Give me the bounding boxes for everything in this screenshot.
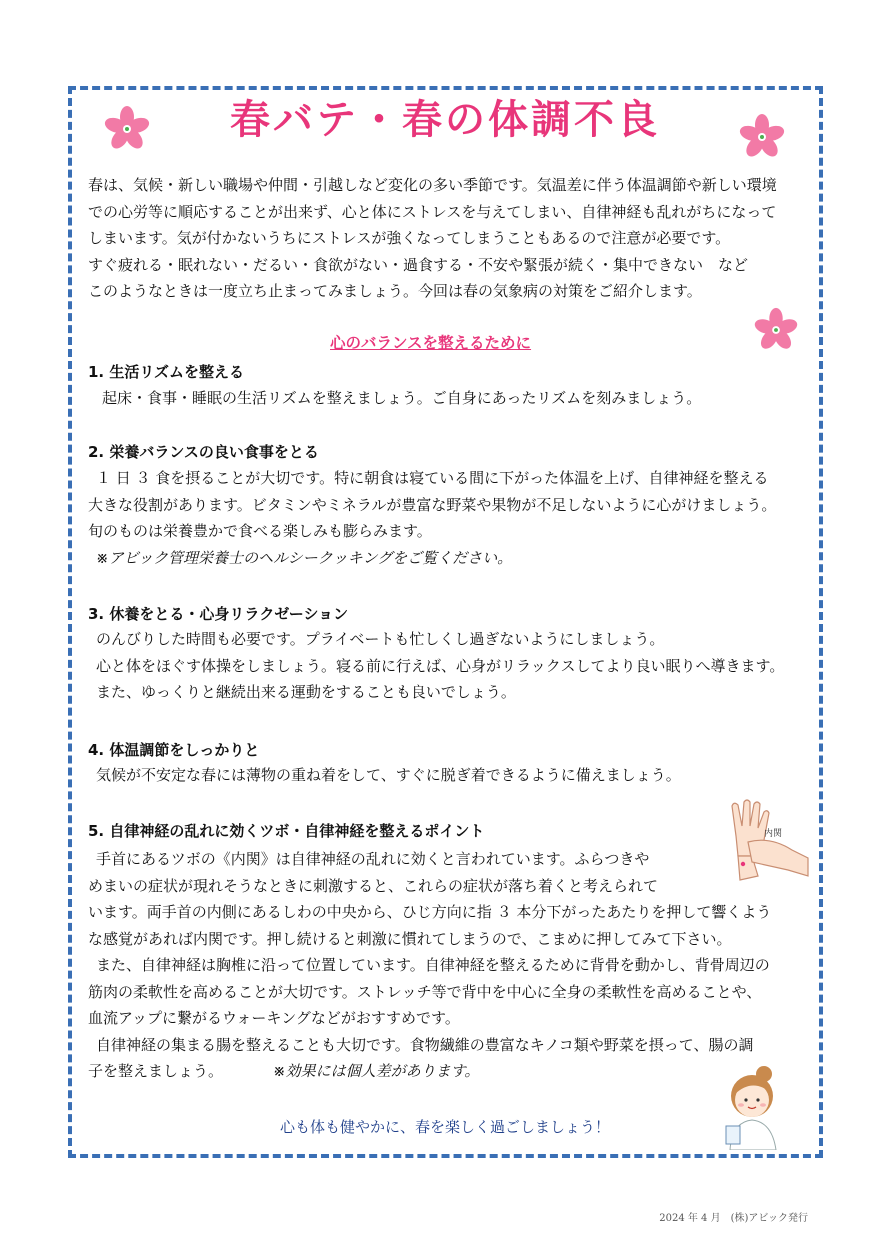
- intro-line: しまいます。気が付かないうちにストレスが強くなってしまうこともあるので注意が必要です。: [88, 229, 731, 247]
- body-line: 起床・食事・睡眠の生活リズムを整えましょう。ご自身にあったリズムを刻みましょう。: [102, 389, 702, 407]
- section-3-heading: 3. 休養をとる・心身リラクゼーション: [88, 605, 349, 623]
- body-line: 子を整えましょう。 ※効果には個人差があります。: [88, 1062, 480, 1080]
- intro-line: このようなときは一度立ち止まってみましょう。今回は春の気象病の対策をご紹介します。: [88, 282, 702, 300]
- section-2-body: [88, 465, 818, 571]
- body-line: 血流アップに繋がるウォーキングなどがおすすめです。: [88, 1009, 460, 1027]
- section-4-body: [88, 762, 818, 789]
- body-line: また、ゆっくりと継続出来る運動をすることも良いでしょう。: [96, 683, 516, 701]
- section-3-body: [88, 626, 818, 706]
- body-line: います。両手首の内側にあるしわの中央から、ひじ方向に指 ３ 本分下がったあたりを押して響くよう: [88, 903, 772, 921]
- section-5-body: [88, 846, 818, 1085]
- intro-paragraph: [88, 172, 818, 305]
- body-line: 気候が不安定な春には薄物の重ね着をして、すぐに脱ぎ着できるように備えましょう。: [96, 766, 681, 784]
- body-line: のんびりした時間も必要です。プライベートも忙しくし過ぎないようにしましょう。: [96, 630, 665, 648]
- body-line: 心と体をほぐす体操をしましょう。寝る前に行えば、心身がリラックスしてより良い眠りへ導きます。: [96, 656, 785, 675]
- body-line: 筋肉の柔軟性を高めることが大切です。ストレッチ等で背中を中心に全身の柔軟性を高めることや、: [88, 982, 762, 1001]
- body-line: また、自律神経は胸椎に沿って位置しています。自律神経を整えるために背骨を動かし、背骨周辺の: [96, 956, 770, 974]
- closing-message: 心も体も健やかに、春を楽しく過ごしましょう！: [279, 1118, 610, 1136]
- section-2-heading: 2. 栄養バランスの良い食事をとる: [88, 443, 319, 461]
- intro-line: での心労等に順応することが出来ず、心と体にストレスを与えてしまい、自律神経も乱れがちになって: [88, 202, 777, 221]
- section-subtitle: 心のバランスを整えるために: [330, 334, 532, 352]
- body-line: めまいの症状が現れそうなときに刺激すると、これらの症状が落ち着くと考えられて: [88, 876, 659, 895]
- intro-line: 春は、気候・新しい職場や仲間・引越しなど変化の多い季節です。気温差に伴う体温調節や新しい環境: [88, 176, 777, 194]
- body-line: １ 日 ３ 食を摂ることが大切です。特に朝食は寝ている間に下がった体温を上げ、自律神経を整える: [96, 469, 769, 487]
- cherry-blossom-icon: [752, 306, 800, 354]
- wrist-acupoint-illustration: [718, 796, 810, 888]
- note-text: ※アビック管理栄養士のヘルシークッキングをご覧ください。: [96, 548, 513, 567]
- page-title: 春バテ・春の体調不良: [230, 97, 660, 143]
- body-line: 自律神経の集まる腸を整えることも大切です。食物繊維の豊富なキノコ類や野菜を摂って、腸の調: [96, 1035, 754, 1054]
- body-line: 大きな役割があります。ビタミンやミネラルが豊富な野菜や果物が不足しないように心がけましょう。: [88, 495, 777, 514]
- nurse-illustration: [718, 1064, 790, 1150]
- section-4-heading: 4. 体温調節をしっかりと: [88, 741, 260, 759]
- body-line: な感覚があれば内関です。押し続けると刺激に慣れてしまうので、こまめに押してみて下さい。: [88, 929, 732, 948]
- body-line: 旬のものは栄養豊かで食べる楽しみも膨らみます。: [88, 522, 432, 540]
- section-1-heading: 1. 生活リズムを整える: [88, 363, 245, 381]
- footer-publisher: 2024 年 4 月 (株)アビック発行: [659, 1213, 808, 1224]
- note-text: ※効果には個人差があります。: [273, 1062, 480, 1080]
- acupoint-label: 内関: [764, 829, 783, 839]
- section-1-body: [88, 385, 818, 412]
- section-5-heading: 5. 自律神経の乱れに効くツボ・自律神経を整えるポイント: [88, 822, 485, 840]
- intro-line: すぐ疲れる・眠れない・だるい・食欲がない・過食する・不安や緊張が続く・集中できない など: [88, 255, 749, 274]
- body-line: 手首にあるツボの《内関》は自律神経の乱れに効くと言われています。ふらつきや: [96, 850, 650, 868]
